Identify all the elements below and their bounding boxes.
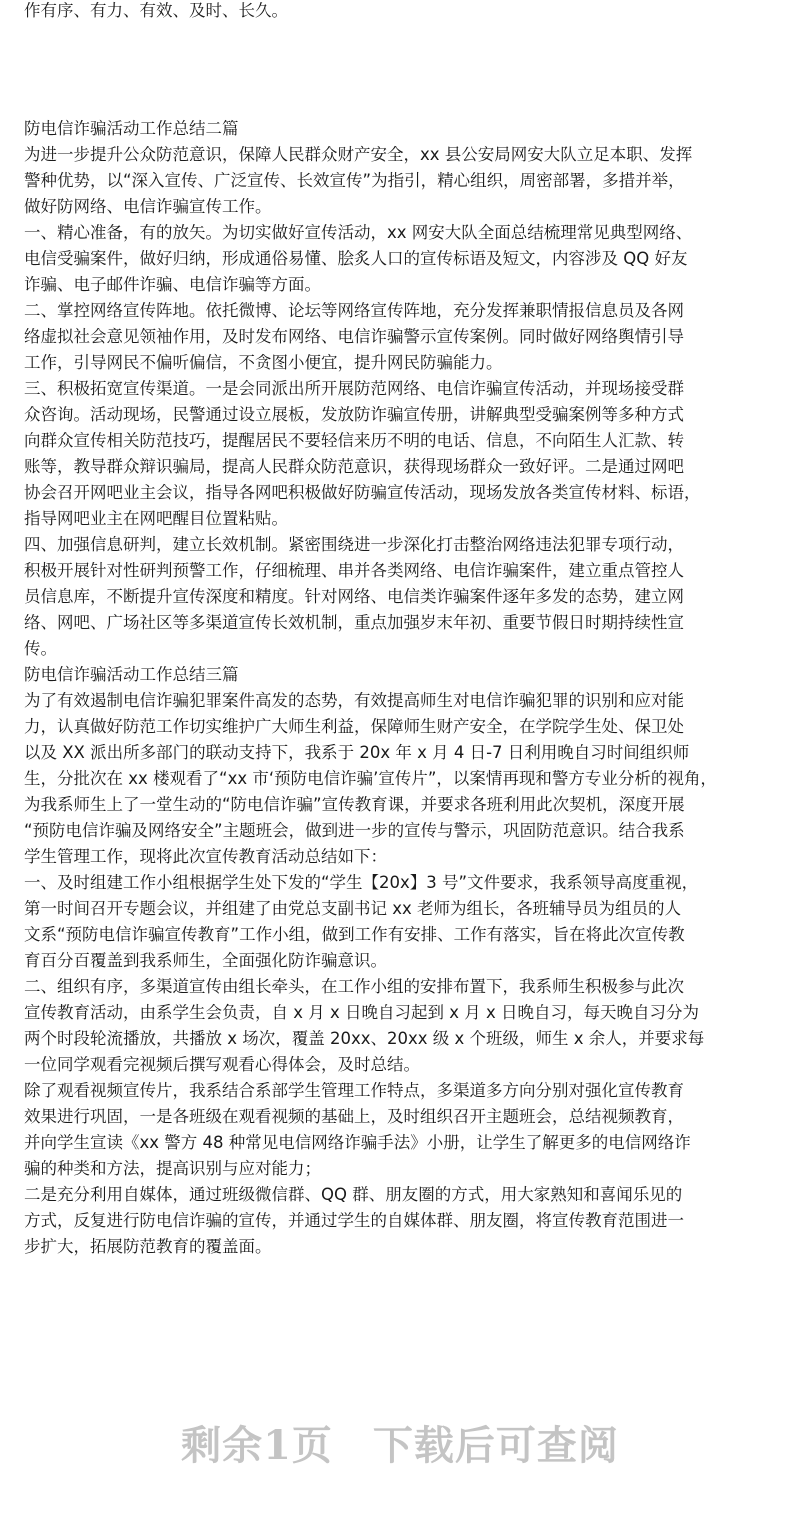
text-line: 做好防网络、电信诈骗宣传工作。 [24, 197, 272, 216]
text-line: 宣传教育活动，由系学生会负责，自 x 月 x 日晚自习起到 x 月 x 日晚自习，每天晚自习分为 [24, 1003, 700, 1022]
text-line: 为了有效遏制电信诈骗犯罪案件高发的态势，有效提高师生对电信诈骗犯罪的识别和应对能 [24, 691, 684, 710]
text-line: 学生管理工作，现将此次宣传教育活动总结如下： [24, 847, 387, 866]
text-line: 为进一步提升公众防范意识，保障人民群众财产安全，xx 县公安局网安大队立足本职、发挥 [24, 145, 693, 164]
text-line: 二是充分利用自媒体，通过班级微信群、QQ 群、朋友圈的方式，用大家熟知和喜闻乐见的 [24, 1185, 683, 1204]
text-line: 步扩大，拓展防范教育的覆盖面。 [24, 1237, 272, 1256]
blank-line [24, 90, 782, 116]
text-line: 以及 XX 派出所多部门的联动支持下，我系于 20x 年 x 月 4 日-7 日利用晚自习时间组织师 [24, 743, 690, 762]
text-line: 警种优势，以“深入宣传、广泛宣传、长效宣传”为指引，精心组织，周密部署，多措并举， [24, 171, 685, 190]
text-line: 方式，反复进行防电信诈骗的宣传，并通过学生的自媒体群、朋友圈，将宣传教育范围进一 [24, 1211, 684, 1230]
text-line: 为我系师生上了一堂生动的“防电信诈骗”宣传教育课，并要求各班利用此次契机，深度开展 [24, 795, 685, 814]
text-line: 力，认真做好防范工作切实维护广大师生利益，保障师生财产安全，在学院学生处、保卫处 [24, 717, 684, 736]
text-line: 第一时间召开专题会议，并组建了由党总支副书记 xx 老师为组长，各班辅导员为组员的人 [24, 899, 682, 918]
text-line: 协会召开网吧业主会议，指导各网吧积极做好防骗宣传活动，现场发放各类宣传材料、标语， [24, 483, 701, 502]
text-line: 络虚拟社会意见领袖作用，及时发布网络、电信诈骗警示宣传案例。同时做好网络舆情引导 [24, 327, 684, 346]
text-line: 积极开展针对性研判预警工作，仔细梳理、串并各类网络、电信诈骗案件，建立重点管控人 [24, 561, 684, 580]
text-line: 诈骗、电子邮件诈骗、电信诈骗等方面。 [24, 275, 321, 294]
document-body [24, 90, 782, 1260]
text-line: 向群众宣传相关防范技巧，提醒居民不要轻信来历不明的电话、信息，不向陌生人汇款、转 [24, 431, 684, 450]
text-line: 效果进行巩固，一是各班级在观看视频的基础上，及时组织召开主题班会，总结视频教育， [24, 1107, 684, 1126]
text-line: 员信息库，不断提升宣传深度和精度。针对网络、电信类诈骗案件逐年多发的态势，建立网 [24, 587, 684, 606]
text-line: 二、掌控网络宣传阵地。依托微博、论坛等网络宣传阵地，充分发挥兼职情报信息员及各网 [24, 301, 684, 320]
text-line: 并向学生宣读《xx 警方 48 种常见电信网络诈骗手法》小册，让学生了解更多的电信网络诈 [24, 1133, 691, 1152]
text-line: 文系“预防电信诈骗宣传教育”工作小组，做到工作有安排、工作有落实，旨在将此次宣传教 [24, 925, 685, 944]
text-line: 骗的种类和方法，提高识别与应对能力； [24, 1159, 321, 1178]
text-line: 两个时段轮流播放，共播放 x 场次，覆盖 20xx、20xx 级 x 个班级，师生 x 余人，并要求每 [24, 1029, 705, 1048]
download-to-view-text[interactable]: 下载后可查阅 [372, 1422, 619, 1469]
text-line: 三、积极拓宽宣传渠道。一是会同派出所开展防范网络、电信诈骗宣传活动，并现场接受群 [24, 379, 684, 398]
text-line: 生，分批次在 xx 楼观看了“xx 市‘预防电信诈骗’宣传片”，以案情再现和警方专业分析的视角， [24, 769, 717, 788]
text-line: 育百分百覆盖到我系师生，全面强化防诈骗意识。 [24, 951, 387, 970]
text-line: 一、精心准备，有的放矢。为切实做好宣传活动，xx 网安大队全面总结梳理常见典型网络、 [24, 223, 693, 242]
fragment-line: 作有序、有力、有效、及时、长久。 [24, 1, 288, 20]
text-line: 四、加强信息研判，建立长效机制。紧密围绕进一步深化打击整治网络违法犯罪专项行动， [24, 535, 684, 554]
download-prompt[interactable] [0, 1418, 800, 1474]
text-line: 工作，引导网民不偏听偏信，不贪图小便宜，提升网民防骗能力。 [24, 353, 503, 372]
remaining-pages-text: 剩余1页 [181, 1422, 333, 1469]
text-line: 防电信诈骗活动工作总结二篇 [24, 119, 239, 138]
text-line: “预防电信诈骗及网络安全”主题班会，做到进一步的宣传与警示，巩固防范意识。结合我系 [24, 821, 685, 840]
text-line: 电信受骗案件，做好归纳，形成通俗易懂、脍炙人口的宣传标语及短文，内容涉及 QQ 好友 [24, 249, 688, 268]
previous-page-fragment [0, 0, 790, 24]
text-line: 一、及时组建工作小组根据学生处下发的“学生【20x】3 号”文件要求，我系领导高度重视， [24, 873, 699, 892]
text-line: 众咨询。活动现场，民警通过设立展板，发放防诈骗宣传册，讲解典型受骗案例等多种方式 [24, 405, 684, 424]
text-line: 账等，教导群众辩识骗局，提高人民群众防范意识，获得现场群众一致好评。二是通过网吧 [24, 457, 684, 476]
text-line: 除了观看视频宣传片，我系结合系部学生管理工作特点，多渠道多方向分别对强化宣传教育 [24, 1081, 684, 1100]
text-line: 二、组织有序，多渠道宣传由组长牵头，在工作小组的安排布置下，我系师生积极参与此次 [24, 977, 684, 996]
text-line: 络、网吧、广场社区等多渠道宣传长效机制，重点加强岁末年初、重要节假日时期持续性宣 [24, 613, 684, 632]
text-line: 指导网吧业主在网吧醒目位置粘贴。 [24, 509, 288, 528]
text-line: 防电信诈骗活动工作总结三篇 [24, 665, 239, 684]
text-line: 传。 [24, 639, 57, 658]
text-line: 一位同学观看完视频后撰写观看心得体会，及时总结。 [24, 1055, 420, 1074]
